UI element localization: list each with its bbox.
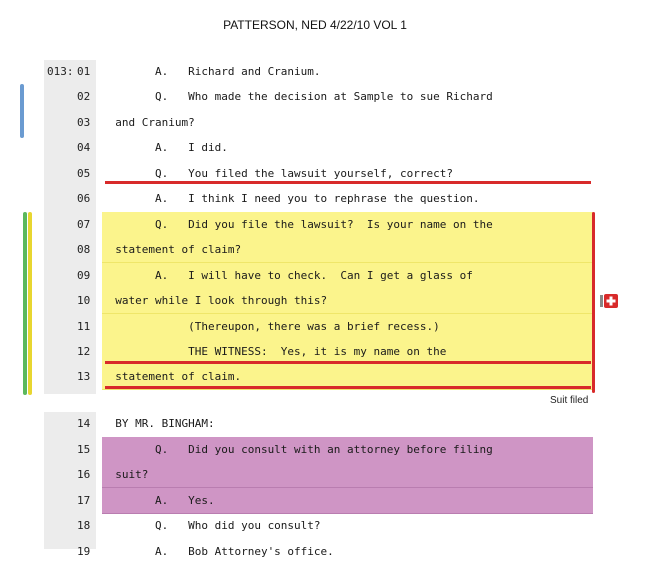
- line-text: Q. Who did you consult?: [102, 519, 321, 532]
- line-number: 04: [77, 141, 91, 155]
- line-number: 05: [77, 166, 91, 180]
- line-text: Q. You filed the lawsuit yourself, correct?: [102, 166, 453, 180]
- transcript-line[interactable]: [102, 411, 593, 436]
- line-text: BY MR. BINGHAM:: [102, 417, 215, 430]
- line-number: 17: [77, 493, 91, 507]
- line-text: THE WITNESS: Yes, it is my name on the: [102, 344, 447, 358]
- highlighted-line[interactable]: [102, 314, 593, 340]
- transcript-header: PATTERSON, NED 4/22/10 VOL 1: [223, 18, 407, 32]
- annotation-label[interactable]: Suit filed: [550, 395, 589, 406]
- line-number: 03: [77, 115, 91, 129]
- line-text: Q. Did you consult with an attorney before filing: [102, 442, 493, 456]
- red-underline-mark[interactable]: [105, 361, 591, 364]
- transcript-line[interactable]: [102, 186, 593, 211]
- line-number: 08: [77, 243, 91, 257]
- issue-bar-green[interactable]: [23, 212, 27, 395]
- red-underline-mark[interactable]: [105, 386, 591, 389]
- line-number: 16: [77, 468, 91, 481]
- line-text: A. I did.: [102, 141, 228, 155]
- highlighted-line[interactable]: [102, 488, 593, 514]
- line-number: 14: [77, 417, 91, 430]
- line-number: 11: [77, 319, 91, 333]
- line-number: 01: [77, 65, 91, 78]
- line-number: 10: [77, 294, 91, 308]
- line-text: A. Bob Attorney's office.: [102, 544, 334, 558]
- line-text: statement of claim.: [102, 370, 242, 384]
- highlighted-line[interactable]: [102, 437, 593, 463]
- line-text: A. I think I need you to rephrase the question.: [102, 192, 480, 206]
- transcript-line[interactable]: [102, 513, 593, 538]
- highlighted-line[interactable]: [102, 288, 593, 314]
- line-text: Q. Who made the decision at Sample to sue Richard: [102, 90, 493, 104]
- line-text: suit?: [102, 468, 149, 481]
- annotation-bar-red[interactable]: [592, 212, 595, 393]
- line-text: Q. Did you file the lawsuit? Is your name on the: [102, 217, 493, 231]
- transcript-line[interactable]: [102, 59, 593, 84]
- line-text: A. I will have to check. Can I get a glass of: [102, 268, 473, 282]
- transcript-line[interactable]: [102, 84, 593, 109]
- line-number: 02: [77, 90, 91, 104]
- line-number: 19: [77, 544, 91, 558]
- line-text: (Thereupon, there was a brief recess.): [102, 319, 440, 333]
- red-underline-mark[interactable]: [105, 181, 591, 184]
- page-number: 013:: [47, 65, 74, 78]
- line-text: A. Yes.: [102, 493, 215, 507]
- transcript-line[interactable]: [102, 539, 593, 564]
- plus-cross-icon[interactable]: [600, 293, 618, 307]
- issue-bar-yellow[interactable]: [28, 212, 32, 395]
- line-text: A. Richard and Cranium.: [102, 65, 321, 78]
- line-number: 13: [77, 370, 91, 384]
- highlighted-line[interactable]: [102, 462, 593, 488]
- line-number: 07: [77, 217, 91, 231]
- line-text: statement of claim?: [102, 243, 242, 257]
- transcript-line[interactable]: [102, 135, 593, 160]
- line-text: and Cranium?: [102, 115, 195, 129]
- highlighted-line[interactable]: [102, 263, 593, 289]
- line-number: 09: [77, 268, 91, 282]
- line-number: 18: [77, 519, 91, 532]
- line-number: 06: [77, 192, 91, 206]
- line-number: 15: [77, 442, 91, 456]
- highlighted-line[interactable]: [102, 212, 593, 238]
- issue-bar-blue[interactable]: [20, 84, 24, 138]
- transcript-line[interactable]: [102, 110, 593, 135]
- highlighted-line[interactable]: [102, 237, 593, 263]
- line-number: 12: [77, 344, 91, 358]
- line-text: water while I look through this?: [102, 294, 328, 308]
